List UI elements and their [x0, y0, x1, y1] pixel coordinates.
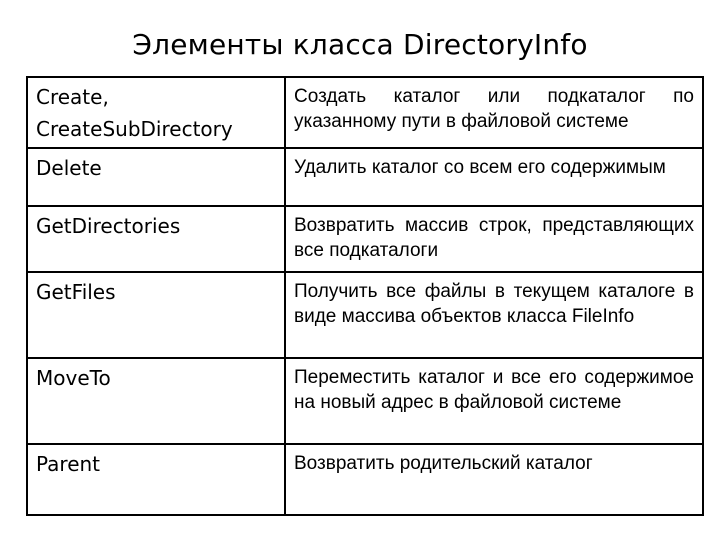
member-description: Возвратить родительский каталог — [285, 444, 703, 515]
member-description: Переместить каталог и все его содержимое на новый адрес в файловой системе — [285, 358, 703, 444]
member-name-cell — [27, 77, 285, 148]
table-row — [27, 444, 703, 515]
table-row — [27, 358, 703, 444]
member-name: Delete — [36, 156, 102, 180]
table-row — [27, 77, 703, 148]
member-name-cell — [27, 148, 285, 206]
member-name: Create, — [36, 85, 109, 109]
member-description: Получить все файлы в текущем каталоге в виде массива объектов класса FileInfo — [285, 272, 703, 358]
member-description: Возвратить массив строк, представляющих все подкаталоги — [285, 206, 703, 272]
member-description: Создать каталог или подкаталог по указанному пути в файловой системе — [285, 77, 703, 148]
member-name: CreateSubDirectory — [36, 117, 233, 141]
member-name-cell — [27, 206, 285, 272]
member-name: MoveTo — [36, 366, 111, 390]
table-row — [27, 272, 703, 358]
table-row — [27, 206, 703, 272]
member-description: Удалить каталог со всем его содержимым — [285, 148, 703, 206]
table-row — [27, 148, 703, 206]
member-name-cell — [27, 272, 285, 358]
member-name: Parent — [36, 452, 101, 476]
member-name-cell — [27, 444, 285, 515]
member-name: GetFiles — [36, 280, 116, 304]
members-table — [26, 76, 704, 516]
member-name-cell — [27, 358, 285, 444]
member-name: GetDirectories — [36, 214, 181, 238]
slide-title: Элементы класса DirectoryInfo — [132, 28, 588, 61]
